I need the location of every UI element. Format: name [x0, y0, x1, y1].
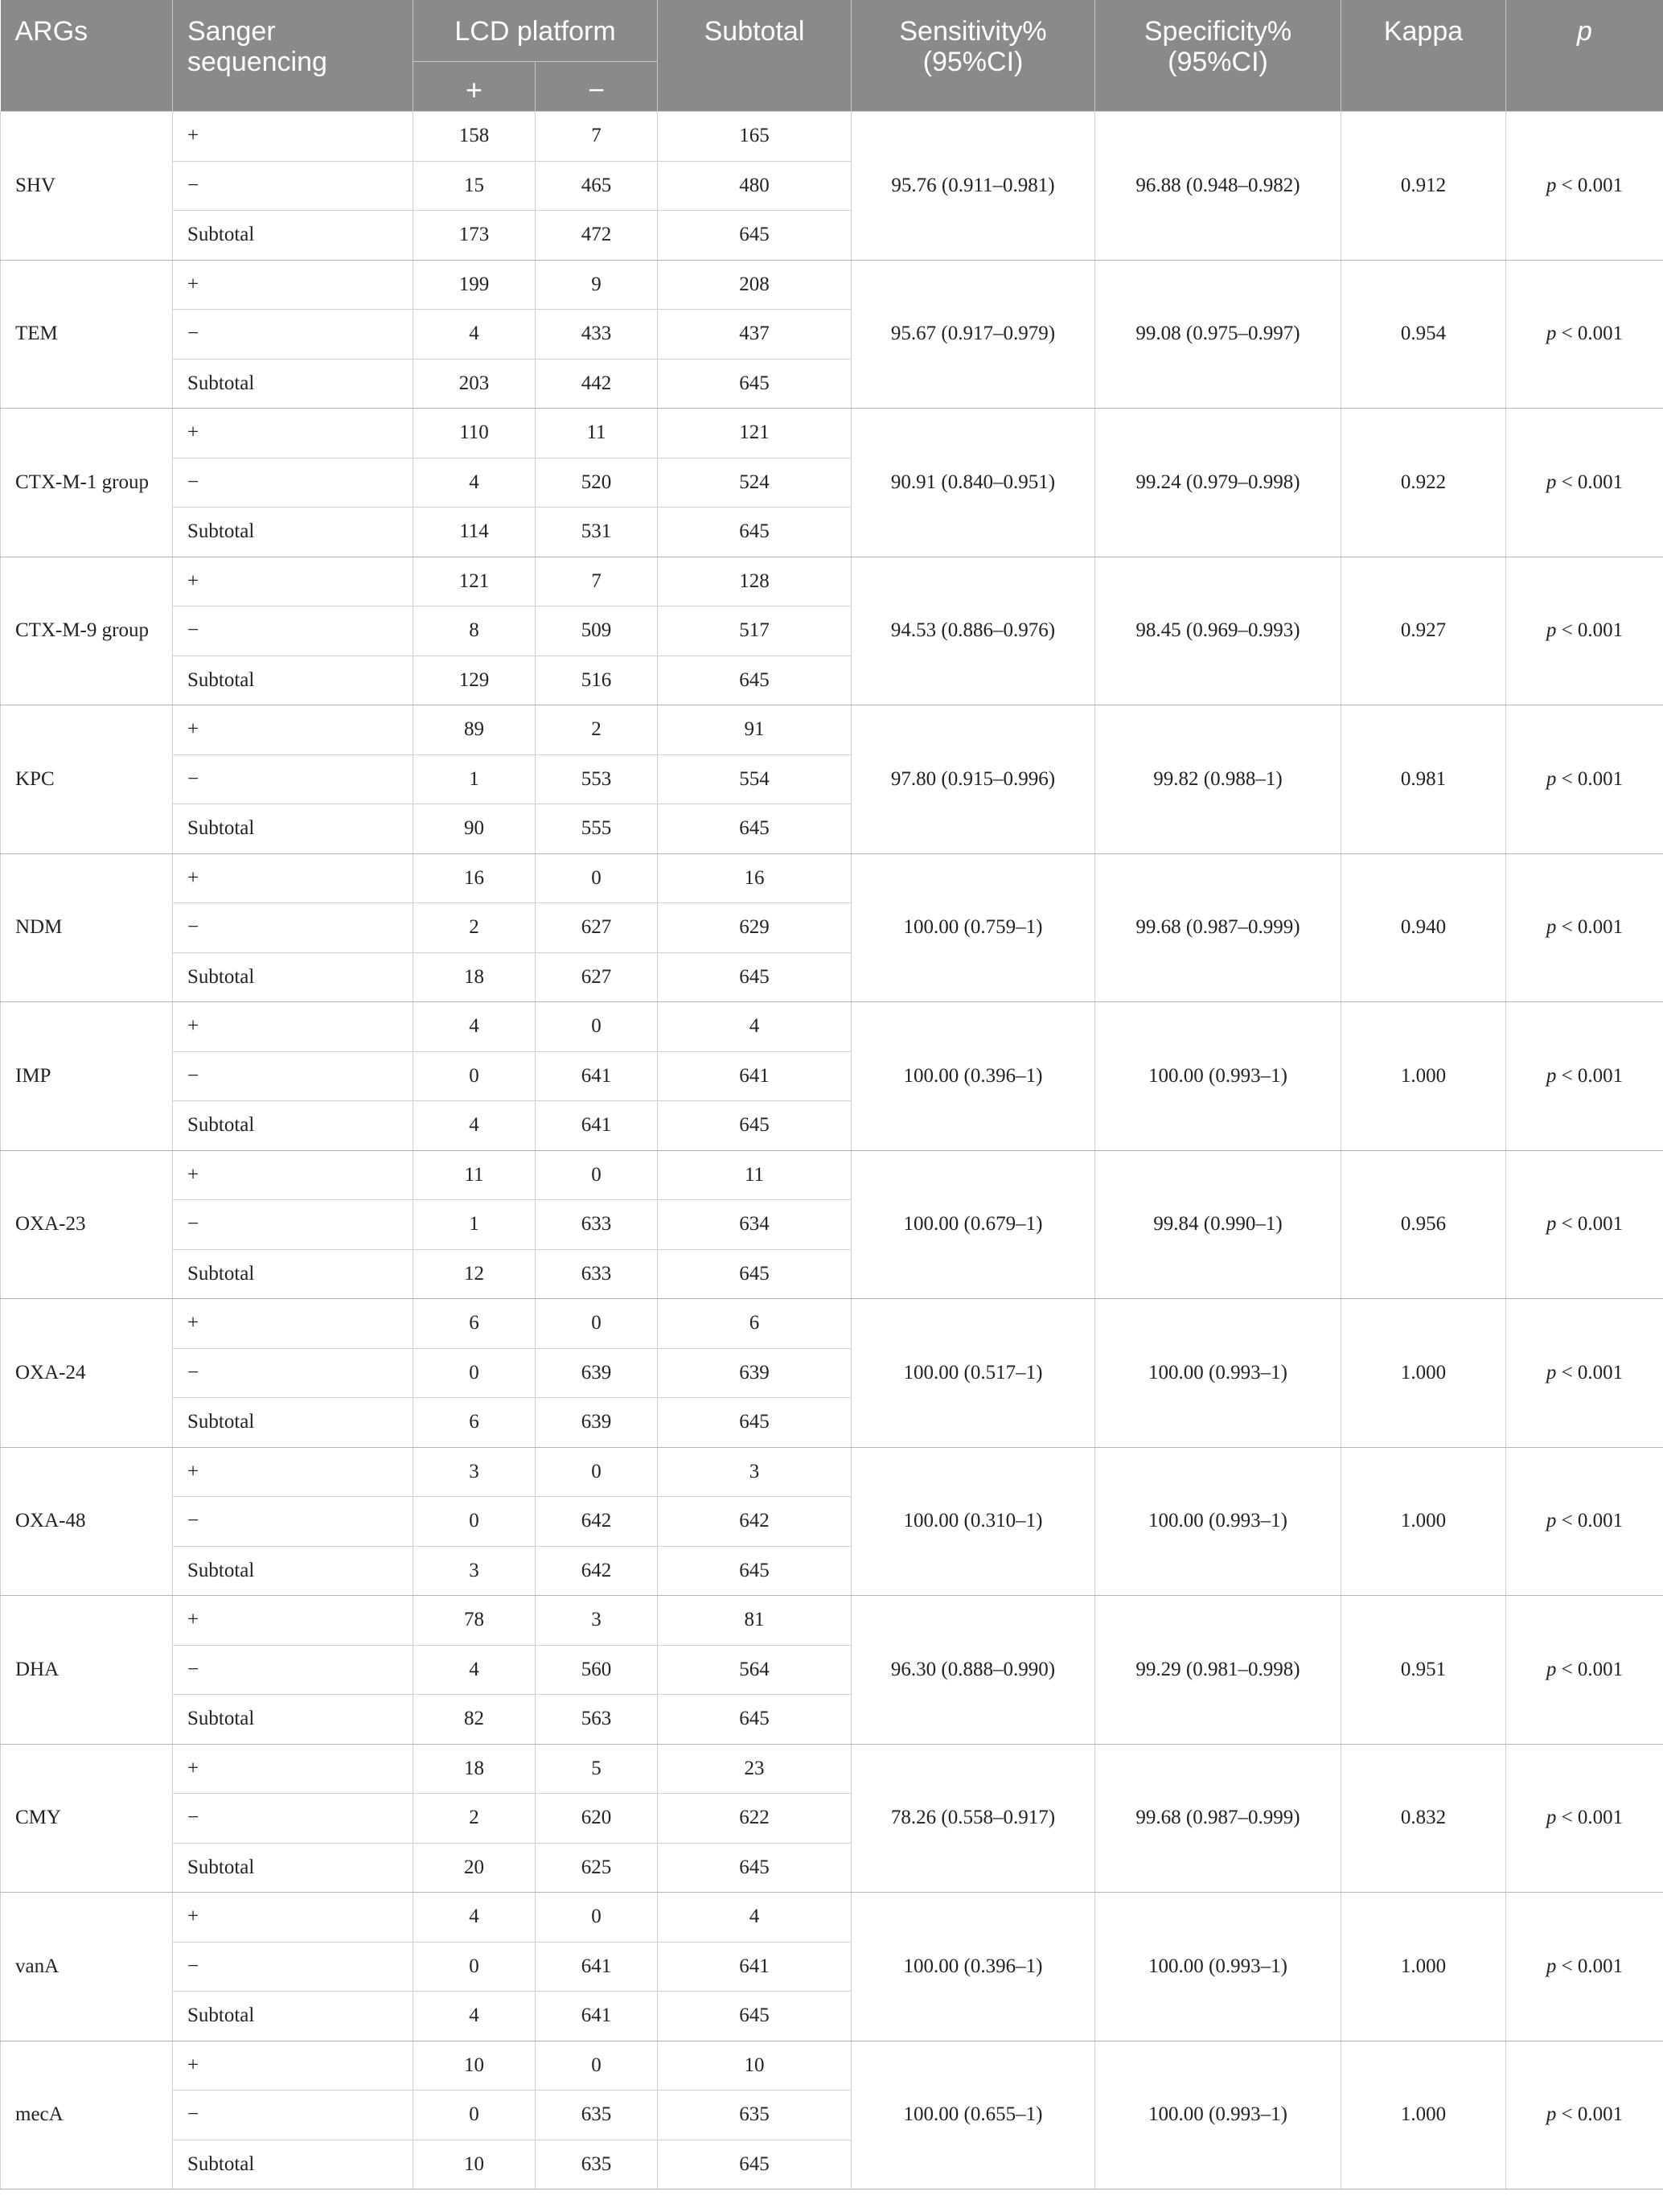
- gene-name: vanA: [1, 1893, 173, 2041]
- subtotal-cell: 16: [658, 853, 852, 903]
- sanger-subtotal-label: Subtotal: [173, 804, 413, 854]
- lcd-negative-cell: 0: [536, 2041, 658, 2091]
- subtotal-cell: 437: [658, 310, 852, 360]
- gene-name: DHA: [1, 1596, 173, 1745]
- subtotal-cell: 121: [658, 409, 852, 458]
- kappa-cell: 0.981: [1341, 705, 1506, 854]
- header-args: ARGs: [1, 0, 173, 112]
- header-lcd-negative: −: [536, 62, 658, 112]
- sanger-negative-label: −: [173, 161, 413, 211]
- lcd-positive-cell: 0: [413, 1051, 536, 1101]
- gene-name: IMP: [1, 1002, 173, 1151]
- sanger-negative-label: −: [173, 1200, 413, 1250]
- lcd-positive-cell: 173: [413, 211, 536, 261]
- sensitivity-cell: 95.76 (0.911–0.981): [852, 112, 1095, 261]
- p-symbol: p: [1546, 1361, 1557, 1384]
- table-row: [1, 1002, 1663, 1052]
- lcd-negative-cell: 531: [536, 508, 658, 557]
- lcd-negative-cell: 553: [536, 754, 658, 804]
- lcd-positive-cell: 78: [413, 1596, 536, 1646]
- p-value-text: < 0.001: [1561, 174, 1624, 196]
- sensitivity-cell: 100.00 (0.310–1): [852, 1447, 1095, 1596]
- p-value-text: < 0.001: [1561, 767, 1624, 790]
- specificity-cell: 99.84 (0.990–1): [1095, 1150, 1341, 1299]
- sanger-positive-label: +: [173, 853, 413, 903]
- kappa-cell: 0.951: [1341, 1596, 1506, 1745]
- lcd-negative-cell: 635: [536, 2140, 658, 2189]
- specificity-cell: 99.82 (0.988–1): [1095, 705, 1341, 854]
- lcd-positive-cell: 121: [413, 557, 536, 606]
- subtotal-cell: 645: [658, 656, 852, 705]
- lcd-negative-cell: 555: [536, 804, 658, 854]
- p-value-cell: [1506, 1893, 1663, 2041]
- p-value-text: < 0.001: [1561, 471, 1624, 493]
- subtotal-cell: 128: [658, 557, 852, 606]
- lcd-positive-cell: 10: [413, 2140, 536, 2189]
- sanger-negative-label: −: [173, 1942, 413, 1992]
- table-header: [1, 0, 1663, 112]
- sanger-subtotal-label: Subtotal: [173, 1992, 413, 2041]
- table-row: [1, 112, 1663, 162]
- p-symbol: p: [1546, 471, 1557, 493]
- sanger-subtotal-label: Subtotal: [173, 1398, 413, 1448]
- p-value-text: < 0.001: [1561, 1213, 1624, 1236]
- sanger-negative-label: −: [173, 2091, 413, 2140]
- sanger-positive-label: +: [173, 2041, 413, 2091]
- lcd-positive-cell: 15: [413, 161, 536, 211]
- subtotal-cell: 645: [658, 1695, 852, 1745]
- lcd-positive-cell: 6: [413, 1299, 536, 1349]
- header-kappa: Kappa: [1341, 0, 1506, 112]
- subtotal-cell: 639: [658, 1348, 852, 1398]
- lcd-negative-cell: 516: [536, 656, 658, 705]
- p-symbol: p: [1546, 767, 1557, 790]
- p-value-text: < 0.001: [1561, 1361, 1624, 1384]
- sanger-negative-label: −: [173, 1348, 413, 1398]
- lcd-negative-cell: 0: [536, 1447, 658, 1497]
- lcd-negative-cell: 472: [536, 211, 658, 261]
- subtotal-cell: 622: [658, 1794, 852, 1844]
- table-row: [1, 1744, 1663, 1794]
- subtotal-cell: 645: [658, 359, 852, 409]
- p-symbol: p: [1546, 1807, 1557, 1829]
- p-value-text: < 0.001: [1561, 1064, 1624, 1087]
- subtotal-cell: 645: [658, 2140, 852, 2189]
- lcd-negative-cell: 2: [536, 705, 658, 755]
- subtotal-cell: 480: [658, 161, 852, 211]
- subtotal-cell: 91: [658, 705, 852, 755]
- lcd-positive-cell: 4: [413, 1645, 536, 1695]
- header-sensitivity: Sensitivity% (95%CI): [852, 0, 1095, 112]
- subtotal-cell: 645: [658, 508, 852, 557]
- lcd-positive-cell: 11: [413, 1150, 536, 1200]
- specificity-cell: 99.24 (0.979–0.998): [1095, 409, 1341, 557]
- p-value-cell: [1506, 1150, 1663, 1299]
- gene-name: CTX-M-1 group: [1, 409, 173, 557]
- kappa-cell: 1.000: [1341, 1447, 1506, 1596]
- subtotal-cell: 645: [658, 1992, 852, 2041]
- gene-name: NDM: [1, 853, 173, 1002]
- table-row: [1, 557, 1663, 606]
- lcd-negative-cell: 633: [536, 1249, 658, 1299]
- kappa-cell: 0.912: [1341, 112, 1506, 261]
- lcd-positive-cell: 6: [413, 1398, 536, 1448]
- sanger-positive-label: +: [173, 1447, 413, 1497]
- p-value-cell: [1506, 557, 1663, 705]
- sanger-subtotal-label: Subtotal: [173, 508, 413, 557]
- subtotal-cell: 642: [658, 1497, 852, 1547]
- table-row: [1, 1150, 1663, 1200]
- table-body: [1, 112, 1663, 2189]
- sanger-positive-label: +: [173, 1596, 413, 1646]
- sensitivity-cell: 100.00 (0.396–1): [852, 1002, 1095, 1151]
- lcd-positive-cell: 90: [413, 804, 536, 854]
- p-value-text: < 0.001: [1561, 916, 1624, 939]
- subtotal-cell: 635: [658, 2091, 852, 2140]
- subtotal-cell: 645: [658, 1843, 852, 1893]
- specificity-cell: 100.00 (0.993–1): [1095, 1002, 1341, 1151]
- lcd-negative-cell: 633: [536, 1200, 658, 1250]
- sanger-negative-label: −: [173, 1051, 413, 1101]
- lcd-negative-cell: 9: [536, 260, 658, 310]
- lcd-positive-cell: 129: [413, 656, 536, 705]
- lcd-positive-cell: 110: [413, 409, 536, 458]
- subtotal-cell: 11: [658, 1150, 852, 1200]
- lcd-negative-cell: 560: [536, 1645, 658, 1695]
- sensitivity-cell: 100.00 (0.396–1): [852, 1893, 1095, 2041]
- sensitivity-cell: 95.67 (0.917–0.979): [852, 260, 1095, 409]
- lcd-negative-cell: 7: [536, 557, 658, 606]
- p-value-text: < 0.001: [1561, 1955, 1624, 1977]
- lcd-negative-cell: 433: [536, 310, 658, 360]
- subtotal-cell: 645: [658, 1101, 852, 1151]
- specificity-cell: 99.68 (0.987–0.999): [1095, 853, 1341, 1002]
- lcd-negative-cell: 520: [536, 458, 658, 508]
- sanger-positive-label: +: [173, 557, 413, 606]
- lcd-positive-cell: 0: [413, 1348, 536, 1398]
- p-symbol: p: [1546, 1955, 1557, 1977]
- subtotal-cell: 6: [658, 1299, 852, 1349]
- specificity-cell: 100.00 (0.993–1): [1095, 2041, 1341, 2189]
- lcd-negative-cell: 7: [536, 112, 658, 162]
- lcd-negative-cell: 625: [536, 1843, 658, 1893]
- p-symbol: p: [1546, 916, 1557, 939]
- p-value-cell: [1506, 2041, 1663, 2189]
- sanger-negative-label: −: [173, 754, 413, 804]
- subtotal-cell: 4: [658, 1893, 852, 1943]
- gene-name: TEM: [1, 260, 173, 409]
- subtotal-cell: 81: [658, 1596, 852, 1646]
- p-value-cell: [1506, 1299, 1663, 1448]
- lcd-positive-cell: 4: [413, 458, 536, 508]
- lcd-negative-cell: 0: [536, 1893, 658, 1943]
- lcd-positive-cell: 89: [413, 705, 536, 755]
- gene-name: CMY: [1, 1744, 173, 1893]
- lcd-positive-cell: 18: [413, 952, 536, 1002]
- subtotal-cell: 645: [658, 952, 852, 1002]
- subtotal-cell: 554: [658, 754, 852, 804]
- subtotal-cell: 641: [658, 1942, 852, 1992]
- lcd-negative-cell: 563: [536, 1695, 658, 1745]
- lcd-negative-cell: 442: [536, 359, 658, 409]
- p-symbol: p: [1546, 1510, 1557, 1532]
- header-subtotal: Subtotal: [658, 0, 852, 112]
- p-symbol: p: [1546, 174, 1557, 196]
- subtotal-cell: 208: [658, 260, 852, 310]
- lcd-negative-cell: 639: [536, 1348, 658, 1398]
- p-symbol: p: [1546, 619, 1557, 642]
- subtotal-cell: 524: [658, 458, 852, 508]
- kappa-cell: 0.940: [1341, 853, 1506, 1002]
- subtotal-cell: 517: [658, 606, 852, 656]
- lcd-negative-cell: 635: [536, 2091, 658, 2140]
- p-value-text: < 0.001: [1561, 1658, 1624, 1680]
- header-p: p: [1506, 0, 1663, 112]
- kappa-cell: 1.000: [1341, 1893, 1506, 2041]
- sensitivity-cell: 100.00 (0.655–1): [852, 2041, 1095, 2189]
- lcd-positive-cell: 114: [413, 508, 536, 557]
- lcd-positive-cell: 2: [413, 1794, 536, 1844]
- subtotal-cell: 645: [658, 804, 852, 854]
- sanger-subtotal-label: Subtotal: [173, 359, 413, 409]
- kappa-cell: 0.956: [1341, 1150, 1506, 1299]
- gene-name: CTX-M-9 group: [1, 557, 173, 705]
- subtotal-cell: 165: [658, 112, 852, 162]
- lcd-negative-cell: 642: [536, 1546, 658, 1596]
- sanger-subtotal-label: Subtotal: [173, 1249, 413, 1299]
- specificity-cell: 99.08 (0.975–0.997): [1095, 260, 1341, 409]
- subtotal-cell: 10: [658, 2041, 852, 2091]
- sanger-positive-label: +: [173, 112, 413, 162]
- sanger-negative-label: −: [173, 606, 413, 656]
- lcd-negative-cell: 3: [536, 1596, 658, 1646]
- lcd-positive-cell: 82: [413, 1695, 536, 1745]
- gene-name: OXA-24: [1, 1299, 173, 1448]
- kappa-cell: 0.927: [1341, 557, 1506, 705]
- sanger-subtotal-label: Subtotal: [173, 1843, 413, 1893]
- lcd-positive-cell: 4: [413, 1893, 536, 1943]
- p-value-cell: [1506, 1596, 1663, 1745]
- lcd-positive-cell: 4: [413, 1992, 536, 2041]
- subtotal-cell: 23: [658, 1744, 852, 1794]
- sanger-negative-label: −: [173, 903, 413, 953]
- table-row: [1, 1893, 1663, 1943]
- sensitivity-cell: 100.00 (0.679–1): [852, 1150, 1095, 1299]
- p-value-cell: [1506, 409, 1663, 557]
- sanger-positive-label: +: [173, 1299, 413, 1349]
- lcd-negative-cell: 641: [536, 1101, 658, 1151]
- lcd-positive-cell: 0: [413, 2091, 536, 2140]
- lcd-positive-cell: 16: [413, 853, 536, 903]
- p-symbol: p: [1546, 323, 1557, 345]
- lcd-negative-cell: 642: [536, 1497, 658, 1547]
- kappa-cell: 0.922: [1341, 409, 1506, 557]
- header-lcd-positive: +: [413, 62, 536, 112]
- gene-name: OXA-23: [1, 1150, 173, 1299]
- p-value-cell: [1506, 1002, 1663, 1151]
- kappa-cell: 0.954: [1341, 260, 1506, 409]
- p-value-cell: [1506, 112, 1663, 261]
- subtotal-cell: 645: [658, 1398, 852, 1448]
- lcd-negative-cell: 627: [536, 952, 658, 1002]
- sanger-subtotal-label: Subtotal: [173, 1546, 413, 1596]
- table-row: [1, 705, 1663, 755]
- sensitivity-cell: 90.91 (0.840–0.951): [852, 409, 1095, 557]
- specificity-cell: 100.00 (0.993–1): [1095, 1299, 1341, 1448]
- lcd-positive-cell: 203: [413, 359, 536, 409]
- sanger-positive-label: +: [173, 705, 413, 755]
- lcd-negative-cell: 620: [536, 1794, 658, 1844]
- lcd-negative-cell: 641: [536, 1992, 658, 2041]
- sanger-subtotal-label: Subtotal: [173, 1101, 413, 1151]
- table-row: [1, 1596, 1663, 1646]
- sanger-positive-label: +: [173, 1150, 413, 1200]
- table-row: [1, 409, 1663, 458]
- lcd-negative-cell: 509: [536, 606, 658, 656]
- specificity-cell: 100.00 (0.993–1): [1095, 1893, 1341, 2041]
- p-value-text: < 0.001: [1561, 1510, 1624, 1532]
- gene-name: mecA: [1, 2041, 173, 2189]
- p-value-cell: [1506, 853, 1663, 1002]
- p-symbol: p: [1546, 1213, 1557, 1236]
- lcd-positive-cell: 1: [413, 754, 536, 804]
- p-value-text: < 0.001: [1561, 323, 1624, 345]
- lcd-negative-cell: 627: [536, 903, 658, 953]
- lcd-negative-cell: 5: [536, 1744, 658, 1794]
- lcd-positive-cell: 12: [413, 1249, 536, 1299]
- lcd-positive-cell: 4: [413, 1101, 536, 1151]
- subtotal-cell: 645: [658, 1546, 852, 1596]
- kappa-cell: 1.000: [1341, 2041, 1506, 2189]
- lcd-positive-cell: 4: [413, 1002, 536, 1052]
- sensitivity-cell: 78.26 (0.558–0.917): [852, 1744, 1095, 1893]
- header-specificity: Specificity% (95%CI): [1095, 0, 1341, 112]
- kappa-cell: 0.832: [1341, 1744, 1506, 1893]
- gene-name: OXA-48: [1, 1447, 173, 1596]
- p-symbol: p: [1546, 1658, 1557, 1680]
- subtotal-cell: 645: [658, 1249, 852, 1299]
- lcd-negative-cell: 0: [536, 853, 658, 903]
- table-row: [1, 2041, 1663, 2091]
- lcd-positive-cell: 8: [413, 606, 536, 656]
- p-value-text: < 0.001: [1561, 619, 1624, 642]
- sanger-negative-label: −: [173, 1497, 413, 1547]
- sanger-positive-label: +: [173, 1002, 413, 1052]
- subtotal-cell: 641: [658, 1051, 852, 1101]
- sanger-negative-label: −: [173, 458, 413, 508]
- specificity-cell: 100.00 (0.993–1): [1095, 1447, 1341, 1596]
- lcd-positive-cell: 158: [413, 112, 536, 162]
- sanger-negative-label: −: [173, 1794, 413, 1844]
- sensitivity-cell: 96.30 (0.888–0.990): [852, 1596, 1095, 1745]
- specificity-cell: 96.88 (0.948–0.982): [1095, 112, 1341, 261]
- subtotal-cell: 564: [658, 1645, 852, 1695]
- sensitivity-cell: 94.53 (0.886–0.976): [852, 557, 1095, 705]
- lcd-positive-cell: 2: [413, 903, 536, 953]
- p-value-cell: [1506, 705, 1663, 854]
- lcd-positive-cell: 199: [413, 260, 536, 310]
- lcd-positive-cell: 0: [413, 1942, 536, 1992]
- table-row: [1, 1447, 1663, 1497]
- sensitivity-cell: 100.00 (0.759–1): [852, 853, 1095, 1002]
- table-row: [1, 260, 1663, 310]
- sanger-positive-label: +: [173, 1744, 413, 1794]
- kappa-cell: 1.000: [1341, 1002, 1506, 1151]
- sanger-subtotal-label: Subtotal: [173, 211, 413, 261]
- specificity-cell: 98.45 (0.969–0.993): [1095, 557, 1341, 705]
- lcd-negative-cell: 0: [536, 1150, 658, 1200]
- specificity-cell: 99.68 (0.987–0.999): [1095, 1744, 1341, 1893]
- subtotal-cell: 4: [658, 1002, 852, 1052]
- sanger-negative-label: −: [173, 310, 413, 360]
- p-symbol: p: [1546, 1064, 1557, 1087]
- lcd-positive-cell: 3: [413, 1546, 536, 1596]
- p-value-cell: [1506, 1744, 1663, 1893]
- lcd-positive-cell: 1: [413, 1200, 536, 1250]
- specificity-cell: 99.29 (0.981–0.998): [1095, 1596, 1341, 1745]
- lcd-negative-cell: 0: [536, 1299, 658, 1349]
- lcd-positive-cell: 0: [413, 1497, 536, 1547]
- header-sanger-sequencing: Sanger sequencing: [173, 0, 413, 112]
- table-row: [1, 853, 1663, 903]
- lcd-positive-cell: 18: [413, 1744, 536, 1794]
- lcd-negative-cell: 641: [536, 1051, 658, 1101]
- sensitivity-cell: 97.80 (0.915–0.996): [852, 705, 1095, 854]
- lcd-negative-cell: 0: [536, 1002, 658, 1052]
- sensitivity-cell: 100.00 (0.517–1): [852, 1299, 1095, 1448]
- sanger-negative-label: −: [173, 1645, 413, 1695]
- sanger-positive-label: +: [173, 1893, 413, 1943]
- subtotal-cell: 634: [658, 1200, 852, 1250]
- sanger-subtotal-label: Subtotal: [173, 656, 413, 705]
- header-lcd-platform: LCD platform: [413, 0, 658, 62]
- lcd-positive-cell: 20: [413, 1843, 536, 1893]
- sanger-subtotal-label: Subtotal: [173, 1695, 413, 1745]
- sanger-subtotal-label: Subtotal: [173, 2140, 413, 2189]
- kappa-cell: 1.000: [1341, 1299, 1506, 1448]
- subtotal-cell: 645: [658, 211, 852, 261]
- p-value-cell: [1506, 1447, 1663, 1596]
- table-row: [1, 1299, 1663, 1349]
- gene-name: SHV: [1, 112, 173, 261]
- subtotal-cell: 3: [658, 1447, 852, 1497]
- lcd-negative-cell: 639: [536, 1398, 658, 1448]
- lcd-positive-cell: 3: [413, 1447, 536, 1497]
- sanger-positive-label: +: [173, 260, 413, 310]
- p-value-text: < 0.001: [1561, 2103, 1624, 2126]
- gene-name: KPC: [1, 705, 173, 854]
- lcd-negative-cell: 11: [536, 409, 658, 458]
- lcd-negative-cell: 465: [536, 161, 658, 211]
- lcd-negative-cell: 641: [536, 1942, 658, 1992]
- p-symbol: p: [1546, 2103, 1557, 2126]
- lcd-positive-cell: 4: [413, 310, 536, 360]
- p-value-cell: [1506, 260, 1663, 409]
- sanger-subtotal-label: Subtotal: [173, 952, 413, 1002]
- sanger-positive-label: +: [173, 409, 413, 458]
- lcd-positive-cell: 10: [413, 2041, 536, 2091]
- p-value-text: < 0.001: [1561, 1807, 1624, 1829]
- subtotal-cell: 629: [658, 903, 852, 953]
